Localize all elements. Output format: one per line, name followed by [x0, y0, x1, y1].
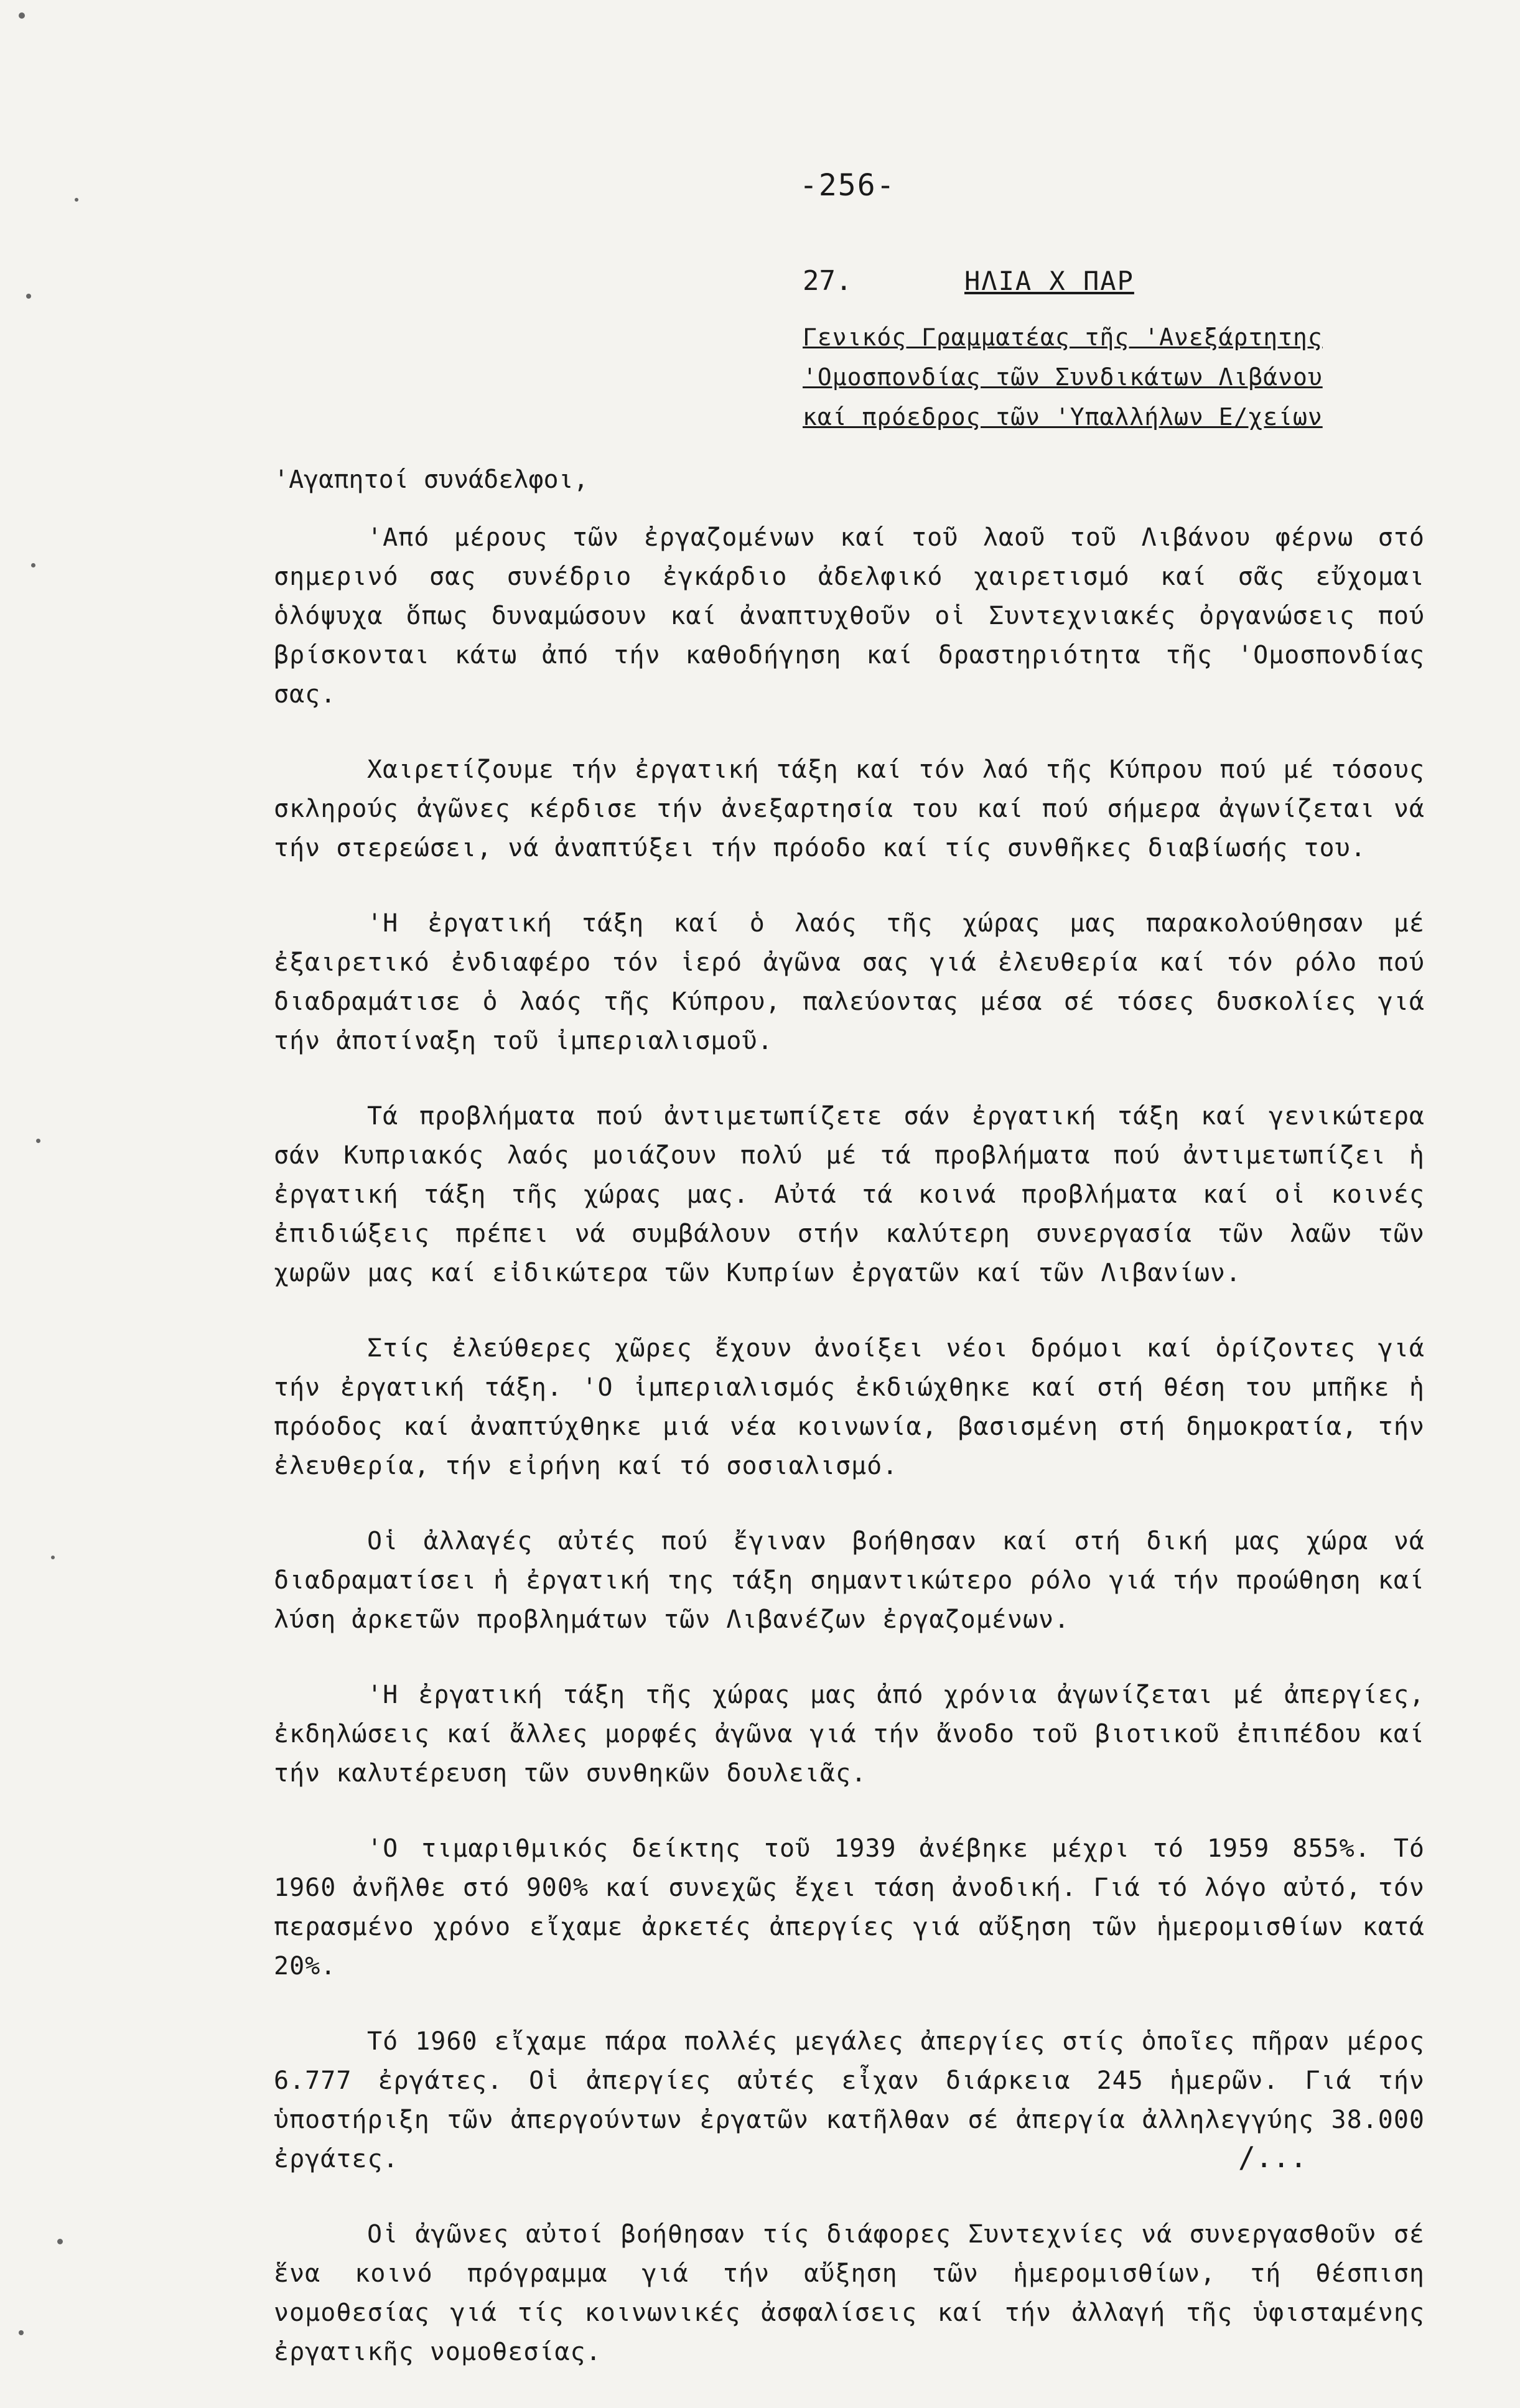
scan-speck — [51, 1556, 55, 1559]
paragraph-5: Στίς ἐλεύθερες χῶρες ἔχουν ἀνοίξει νέοι δρόμοι καί ὁρίζοντες γιά τήν ἐργατική τάξη. 'Ο ἰμπεριαλισμός ἐκδιώχθηκε καί στή θέση του μπῆκε ἡ πρόοδος καί ἀναπτύχθηκε μιά νέα κοινωνία, βασισμένη στή δημοκρατία, τήν ἐλευθερία, τήν εἰρήνη καί τό σοσιαλισμό. — [274, 1334, 1425, 1480]
salutation: 'Αγαπητοί συνάδελφοι, — [274, 465, 589, 494]
scan-speck — [75, 198, 78, 202]
scan-speck — [36, 1139, 40, 1143]
paragraph-1: 'Από μέρους τῶν ἐργαζομένων καί τοῦ λαοῦ τοῦ Λιβάνου φέρνω στό σημερινό σας συνέδριο ἐγκάρδιο ἀδελφικό χαιρετισμό καί σᾶς εὔχομαι ὁλόψυχα ὅπως δυναμώσουν καί ἀναπτυχθοῦν οἱ Συντεχνιακές ὀργανώσεις πού βρίσκονται κάτω ἀπό τήν καθοδήγηση καί δραστηριότητα τῆς 'Ομοσπονδίας σας. — [274, 523, 1425, 709]
speaker-heading-row — [803, 261, 1425, 301]
speaker-title: Γενικός Γραμματέας τῆς 'Ανεξάρτητης 'Ομοσπονδίας τῶν Συνδικάτων Λιβάνου καί πρόεδρος τῶν 'Υπαλλήλων Ε/χείων — [803, 324, 1323, 431]
paragraph-3: 'Η ἐργατική τάξη καί ὁ λαός τῆς χώρας μας παρακολούθησαν μέ ἐξαιρετικό ἐνδιαφέρο τόν ἱερό ἀγῶνα σας γιά ἐλευθερία καί τόν ρόλο πού διαδραμάτισε ὁ λαός τῆς Κύπρου, παλεύοντας μέσα σέ τόσες δυσκολίες γιά τήν ἀποτίναξη τοῦ ἰμπεριαλισμοῦ. — [274, 909, 1425, 1055]
paragraph-6: Οἱ ἀλλαγές αὐτές πού ἔγιναν βοήθησαν καί στή δική μας χώρα νά διαδραματίσει ἡ ἐργατική της τάξη σημαντικώτερο ρόλο γιά τήν προώθηση καί λύση ἀρκετῶν προβλημάτων τῶν Λιβανέζων ἐργαζομένων. — [274, 1527, 1425, 1634]
scan-speck — [57, 2239, 63, 2244]
scan-speck — [19, 12, 25, 19]
page-number: -256- — [800, 168, 896, 203]
paragraph-2: Χαιρετίζουμε τήν ἐργατική τάξη καί τόν λαό τῆς Κύπρου πού μέ τόσους σκληρούς ἀγῶνες κέρδισε τήν ἀνεξαρτησία του καί πού σήμερα ἀγωνίζεται νά τήν στερεώσει, νά ἀναπτύξει τήν πρόοδο καί τίς συνθῆκες διαβίωσής του. — [274, 755, 1425, 862]
continuation-mark: /... — [1238, 2140, 1307, 2174]
paragraph-7: 'Η ἐργατική τάξη τῆς χώρας μας ἀπό χρόνια ἀγωνίζεται μέ ἀπεργίες, ἐκδηλώσεις καί ἄλλες μορφές ἀγῶνα γιά τήν ἄνοδο τοῦ βιοτικοῦ ἐπιπέδου καί τήν καλυτέρευση τῶν συνθηκῶν δουλειᾶς. — [274, 1681, 1425, 1788]
scan-speck — [19, 2330, 24, 2335]
scan-speck — [26, 294, 31, 299]
paragraph-4: Τά προβλήματα πού ἀντιμετωπίζετε σάν ἐργατική τάξη καί γενικώτερα σάν Κυπριακός λαός μοιάζουν πολύ μέ τά προβλήματα πού ἀντιμετωπίζει ἡ ἐργατική τάξη τῆς χώρας μας. Αὐτά τά κοινά προβλήματα καί οἱ κοινές ἐπιδιώξεις πρέπει νά συμβάλουν στήν καλύτερη συνεργασία τῶν λαῶν τῶν χωρῶν μας καί εἰδικώτερα τῶν Κυπρίων ἐργατῶν καί τῶν Λιβανίων. — [274, 1102, 1425, 1287]
speech-body — [274, 460, 1425, 2408]
speaker-number: 27. — [803, 265, 852, 297]
paragraph-8: 'Ο τιμαριθμικός δείκτης τοῦ 1939 ἀνέβηκε μέχρι τό 1959 855%. Τό 1960 ἀνῆλθε στό 900% καί συνεχῶς ἔχει τάση ἀνοδική. Γιά τό λόγο αὐτό, τόν περασμένο χρόνο εἴχαμε ἀρκετές ἀπεργίες γιά αὔξηση τῶν ἡμερομισθίων κατά 20%. — [274, 1834, 1425, 1981]
speaker-header — [803, 261, 1425, 437]
paragraph-9: Τό 1960 εἴχαμε πάρα πολλές μεγάλες ἀπεργίες στίς ὁποῖες πῆραν μέρος 6.777 ἐργάτες. Οἱ ἀπεργίες αὐτές εἶχαν διάρκεια 245 ἡμερῶν. Γιά τήν ὑποστήριξη τῶν ἀπεργούντων ἐργατῶν κατῆλθαν σέ ἀπεργία ἀλληλεγγύης 38.000 ἐργάτες. — [274, 2027, 1425, 2173]
scan-speck — [31, 563, 35, 567]
paragraph-10: Οἱ ἀγῶνες αὐτοί βοήθησαν τίς διάφορες Συντεχνίες νά συνεργασθοῦν σέ ἕνα κοινό πρόγραμμα γιά τήν αὔξηση τῶν ἡμερομισθίων, τή θέσπιση νομοθεσίας γιά τίς κοινωνικές ἀσφαλίσεις καί τήν ἀλλαγή τῆς ὑφισταμένης ἐργατικῆς νομοθεσίας. — [274, 2220, 1425, 2366]
speaker-name: ΗΛΙΑ Χ ΠΑΡ — [964, 266, 1134, 296]
